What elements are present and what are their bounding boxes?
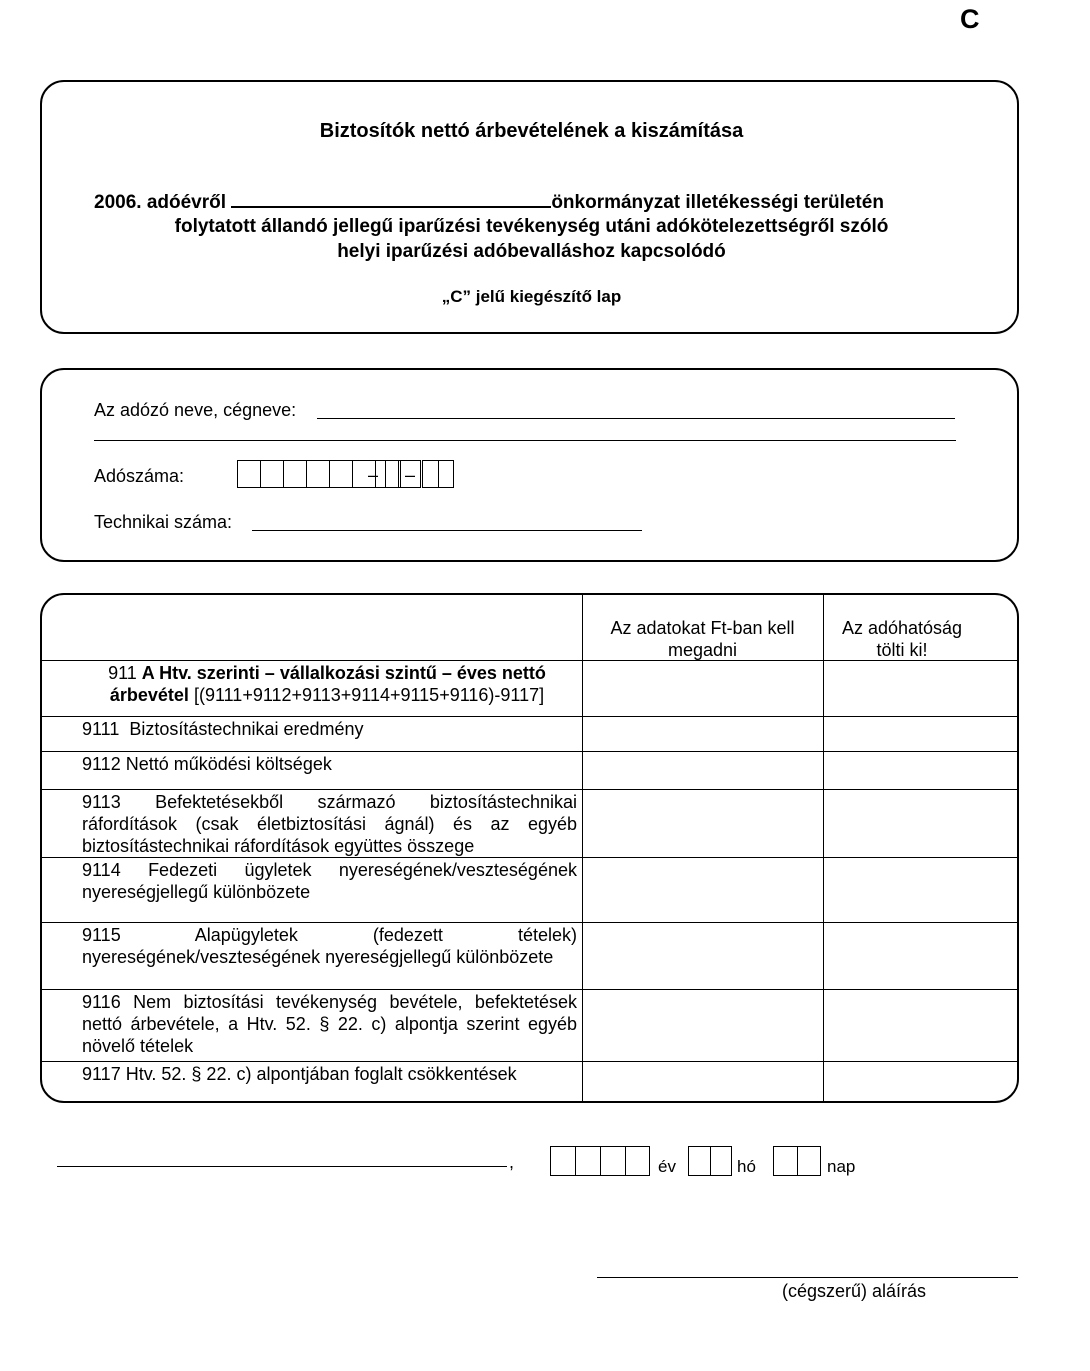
row-divider bbox=[42, 716, 1019, 717]
table-row-9111: 9111 Biztosítástechnikai eredmény bbox=[82, 719, 364, 739]
place-comma: , bbox=[509, 1152, 515, 1172]
row-divider bbox=[42, 751, 1019, 752]
taxpayer-name-field[interactable] bbox=[317, 418, 955, 419]
header-box bbox=[40, 80, 1019, 334]
row-divider bbox=[42, 1061, 1019, 1062]
row-divider bbox=[42, 989, 1019, 990]
year-cells[interactable] bbox=[550, 1146, 650, 1176]
sheet-label: „C” jelű kiegészítő lap bbox=[441, 287, 622, 306]
tax-number-county-cells[interactable] bbox=[422, 460, 454, 488]
day-cells[interactable] bbox=[773, 1146, 821, 1176]
column-divider-1 bbox=[582, 595, 583, 1103]
header-line1 bbox=[94, 192, 884, 214]
header-line3: helyi iparűzési adóbevalláshoz kapcsolódó bbox=[337, 241, 726, 262]
tax-year-text: 2006. adóévről bbox=[94, 192, 227, 213]
header-line2: folytatott állandó jellegű iparűzési tevékenység utáni adókötelezettségről szóló bbox=[174, 216, 889, 237]
tax-number-label: Adószáma: bbox=[94, 466, 185, 486]
month-label: hó bbox=[737, 1157, 756, 1176]
table-row-911: 911 A Htv. szerinti – vállalkozási szintű – éves nettó árbevétel [(9111+9112+9113+9114+9115+9116)-9117] bbox=[108, 663, 546, 705]
column-divider-2 bbox=[823, 595, 824, 1103]
authority-column-header: Az adóhatóság tölti ki! bbox=[841, 618, 963, 660]
form-title: Biztosítók nettó árbevételének a kiszámítása bbox=[319, 120, 744, 142]
amount-column-header: Az adatokat Ft-ban kell megadni bbox=[610, 618, 795, 660]
tax-number-separator-2: – bbox=[405, 465, 416, 485]
table-row-9112: 9112 Nettó működési költségek bbox=[82, 754, 332, 774]
table-row-9117: 9117 Htv. 52. § 22. c) alpontjában foglalt csökkentések bbox=[82, 1064, 517, 1084]
row-divider bbox=[42, 857, 1019, 858]
municipality-field[interactable] bbox=[231, 206, 551, 208]
technical-number-label: Technikai száma: bbox=[94, 512, 233, 532]
table-row-9114: 9114 Fedezeti ügyletek nyereségének/veszteségének nyereségjellegű különbözete bbox=[82, 860, 577, 902]
signature-label: (cégszerű) aláírás bbox=[782, 1281, 927, 1301]
day-label: nap bbox=[827, 1157, 856, 1176]
tax-number-vat-cell[interactable] bbox=[385, 460, 401, 488]
row-divider bbox=[42, 789, 1019, 790]
table-row-9116: 9116 Nem biztosítási tevékenység bevétele, befektetések nettó árbevétele, a Htv. 52. § 22. c) alpontja szerint egyéb növelő tételek bbox=[82, 992, 577, 1056]
form-letter: C bbox=[960, 4, 980, 34]
taxpayer-box bbox=[40, 368, 1019, 562]
taxpayer-name-label: Az adózó neve, cégneve: bbox=[94, 400, 297, 420]
table-row-9115: 9115 Alapügyletek (fedezett tételek) nyereségének/veszteségének nyereségjellegű különbözete bbox=[82, 925, 578, 967]
row-divider bbox=[42, 922, 1019, 923]
table-row-9113: 9113 Befektetésekből származó biztosítástechnikai ráfordítások (csak életbiztosítási ágnál) és az egyéb biztosítástechnikai ráfordítások együttes összege bbox=[82, 792, 577, 856]
row-divider bbox=[42, 660, 1019, 661]
signature-line[interactable] bbox=[597, 1277, 1018, 1278]
tax-number-separator-1: – bbox=[368, 465, 379, 485]
municipality-text: önkormányzat illetékességi területén bbox=[551, 192, 884, 213]
taxpayer-name-field-line2[interactable] bbox=[94, 440, 956, 441]
revenue-table bbox=[40, 593, 1019, 1103]
month-cells[interactable] bbox=[688, 1146, 732, 1176]
year-label: év bbox=[658, 1157, 676, 1176]
technical-number-field[interactable] bbox=[252, 530, 642, 531]
place-field[interactable] bbox=[57, 1166, 507, 1167]
